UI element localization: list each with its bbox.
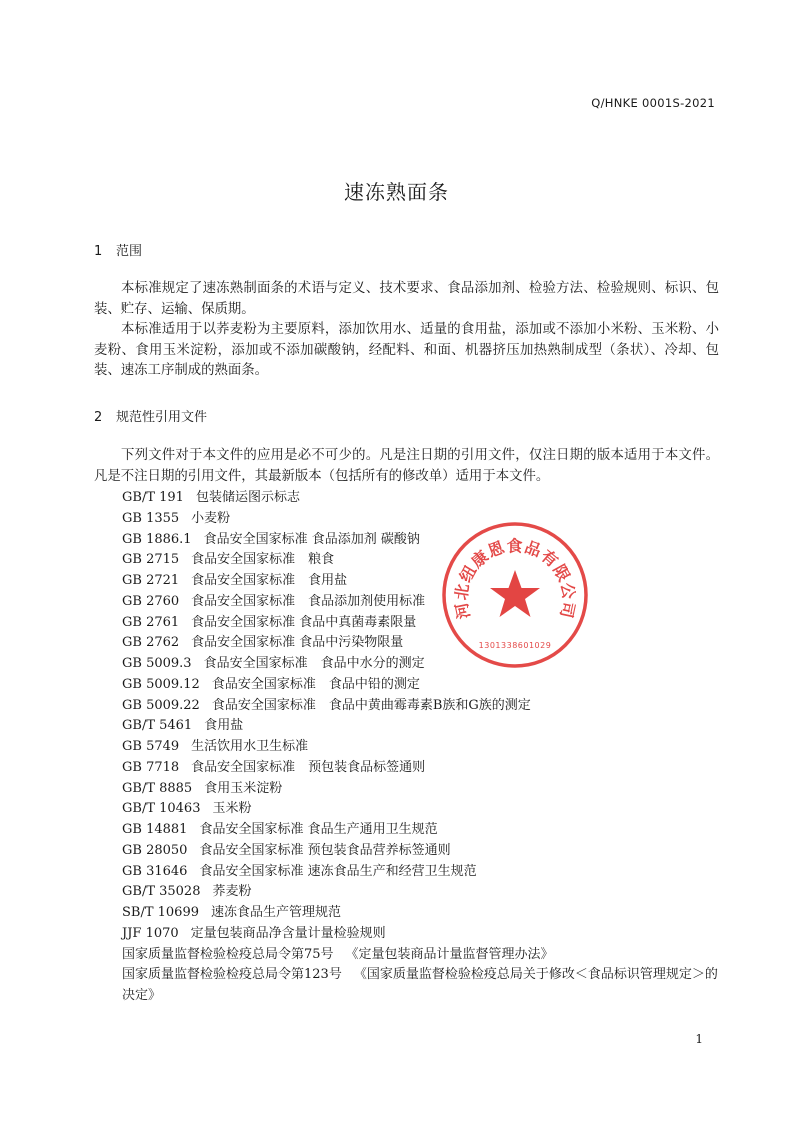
section-2-title: 规范性引用文件 [116, 410, 208, 425]
reference-item: GB 28050 食品安全国家标准 预包装食品营养标签通则 [122, 842, 451, 858]
reference-item: GB 2762 食品安全国家标准 食品中污染物限量 [122, 635, 404, 651]
svg-text:河北纽康恩食品有限公司: 河北纽康恩食品有限公司 [451, 536, 579, 621]
reference-item: GB 2760 食品安全国家标准 食品添加剂使用标准 [122, 593, 426, 609]
reference-item: GB 31646 食品安全国家标准 速冻食品生产和经营卫生规范 [122, 863, 477, 879]
section-1-paragraph-2: 本标准适用于以荞麦粉为主要原料，添加饮用水、适量的食用盐，添加或不添加小米粉、玉米粉、小麦粉、食用玉米淀粉，添加或不添加碳酸钠，经配料、和面、机器挤压加热熟制成型（条状）、冷却、包装、速冻工序制成的熟面条。 [94, 322, 719, 378]
reference-item: GB 14881 食品安全国家标准 食品生产通用卫生规范 [122, 822, 438, 837]
reference-item: GB/T 5461 食用盐 [122, 718, 244, 734]
page-number: 1 [695, 1032, 703, 1046]
section-1-title: 范围 [116, 244, 143, 259]
svg-text:1301338601029: 1301338601029 [478, 641, 552, 650]
section-2-intro: 下列文件对于本文件的应用是必不可少的。凡是注日期的引用文件，仅注日期的版本适用于本文件。凡是不注日期的引用文件，其最新版本（包括所有的修改单）适用于本文件。 [94, 448, 719, 484]
section-1-paragraph-1: 本标准规定了速冻熟制面条的术语与定义、技术要求、食品添加剂、检验方法、检验规则、标识、包装、贮存、运输、保质期。 [94, 281, 719, 317]
reference-item: 国家质量监督检验检疫总局令第75号 《定量包装商品计量监督管理办法》 [122, 946, 554, 962]
reference-item: GB 5009.22 食品安全国家标准 食品中黄曲霉毒素B族和G族的测定 [122, 697, 531, 713]
reference-item: GB 5009.12 食品安全国家标准 食品中铅的测定 [122, 676, 420, 692]
reference-item: SB/T 10699 速冻食品生产管理规范 [122, 905, 342, 920]
company-seal-stamp [440, 520, 590, 670]
reference-list [122, 488, 722, 1007]
section-2-number: 2 [94, 410, 103, 425]
reference-item: GB/T 8885 食用玉米淀粉 [122, 780, 283, 796]
reference-item: 国家质量监督检验检疫总局令第123号 《国家质量监督检验检疫总局关于修改＜食品标识管理规定＞的决定》 [122, 967, 718, 1003]
reference-item: GB 5749 生活饮用水卫生标准 [122, 739, 309, 754]
reference-item: GB 1355 小麦粉 [122, 510, 231, 526]
reference-item: GB 2761 食品安全国家标准 食品中真菌毒素限量 [122, 614, 417, 630]
reference-item: GB/T 191 包装储运图示标志 [122, 490, 300, 505]
section-2-heading [94, 406, 207, 425]
page-title: 速冻熟面条 [344, 180, 449, 204]
reference-item: JJF 1070 定量包装商品净含量计量检验规则 [122, 925, 386, 941]
section-1-heading [94, 240, 142, 259]
reference-item: GB 5009.3 食品安全国家标准 食品中水分的测定 [122, 656, 425, 671]
reference-item: GB 7718 食品安全国家标准 预包装食品标签通则 [122, 759, 426, 775]
reference-item: GB 2721 食品安全国家标准 食用盐 [122, 573, 348, 588]
reference-item: GB 1886.1 食品安全国家标准 食品添加剂 碳酸钠 [122, 531, 420, 547]
section-1-number: 1 [94, 244, 103, 259]
reference-item: GB 2715 食品安全国家标准 粮食 [122, 552, 335, 568]
reference-item: GB/T 35028 荞麦粉 [122, 884, 252, 900]
reference-item: GB/T 10463 玉米粉 [122, 801, 252, 817]
document-code: Q/HNKE 0001S-2021 [591, 96, 715, 110]
